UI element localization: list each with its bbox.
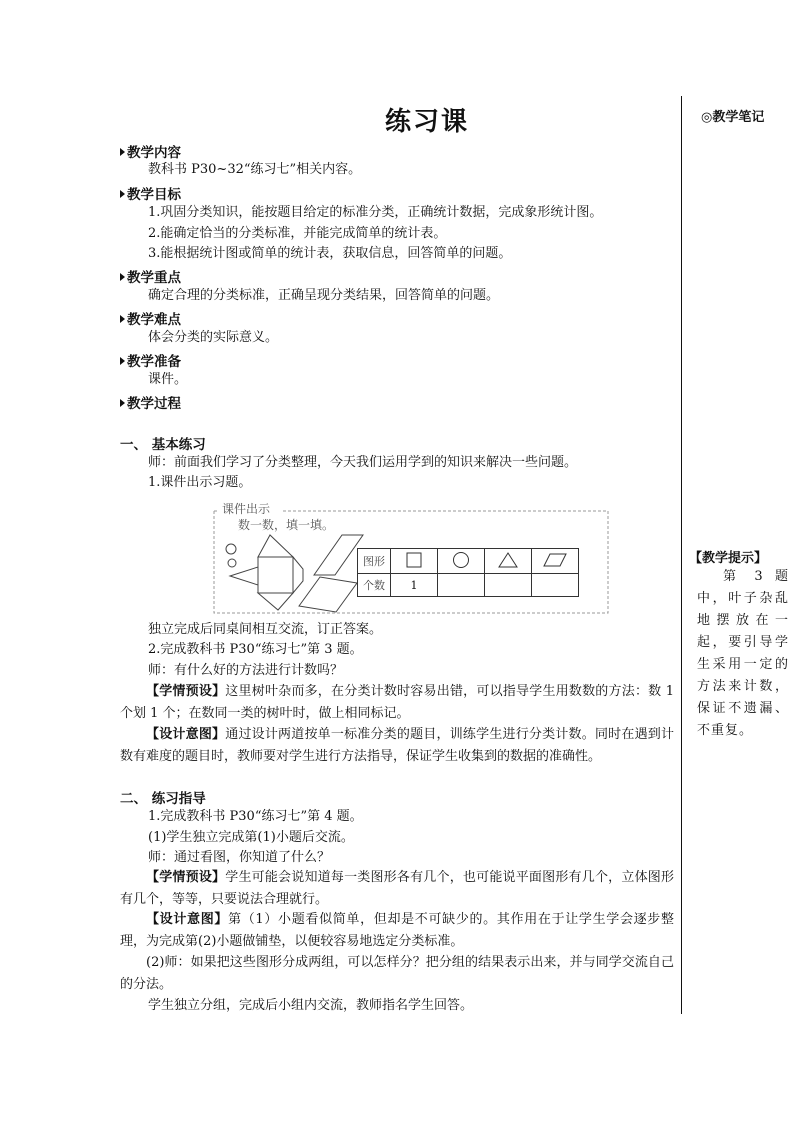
triangle-bottom xyxy=(258,593,293,610)
part1-learning-preview: 【学情预设】这里树叶杂而多，在分类计数时容易出错，可以指导学生用数数的方法：数 1 个划 1 个；在数同一类的树叶时，做上相同标记。 xyxy=(120,684,674,721)
goal-2: 2.能确定恰当的分类标准，并能完成简单的统计表。 xyxy=(148,226,447,241)
part1-line5: 师：有什么好的方法进行计数吗？ xyxy=(148,663,344,678)
triangle-bullet-icon xyxy=(120,190,125,198)
part2-learning-preview: 【学情预设】学生可能会说知道每一类图形各有几个，也可能说平面图形有几个，立体图形有几个，等等，只要说法合理就行。 xyxy=(120,870,674,907)
process-heading: 教学过程 xyxy=(120,392,181,412)
key-text: 确定合理的分类标准，正确呈现分类结果，回答简单的问题。 xyxy=(148,288,500,303)
courseware-tag: 课件出示 xyxy=(222,502,271,516)
column-divider xyxy=(681,96,682,1014)
courseware-figure xyxy=(210,497,612,617)
composite-shapes xyxy=(226,535,363,612)
row-label-shape: 图形 xyxy=(358,549,391,574)
part2-line5: 学生独立分组，完成后小组内交流，教师指名学生回答。 xyxy=(148,998,474,1013)
part1-line1: 师：前面我们学习了分类整理，今天我们运用学到的知识来解决一些问题。 xyxy=(148,455,578,470)
row-label-count: 个数 xyxy=(358,574,391,597)
triangle-icon xyxy=(498,552,518,568)
content-heading: 教学内容 xyxy=(120,141,181,161)
teaching-tip-heading: 【教学提示】 xyxy=(689,551,768,566)
part2-heading: 二、 练习指导 xyxy=(120,791,206,807)
triangle-bullet-icon xyxy=(120,148,125,156)
circle-icon xyxy=(452,551,470,569)
count-parallelogram xyxy=(532,574,579,597)
triangle-bullet-icon xyxy=(120,315,125,323)
part2-line3: 师：通过看图，你知道了什么？ xyxy=(148,850,331,865)
part2-line4: (2)师：如果把这些图形分成两组，可以怎样分？把分组的结果表示出来，并与同学交流自己的分法。 xyxy=(120,955,674,992)
goal-3: 3.能根据统计图或简单的统计表，获取信息，回答简单的问题。 xyxy=(148,246,512,261)
count-circle xyxy=(438,574,485,597)
figure-instruction: 数一数，填一填。 xyxy=(238,518,335,532)
count-square: 1 xyxy=(391,574,438,597)
difficulty-text: 体会分类的实际意义。 xyxy=(148,330,279,345)
difficulty-heading: 教学难点 xyxy=(120,308,181,328)
trapezoid-right xyxy=(293,557,303,593)
circle-small-1 xyxy=(226,544,236,554)
triangle-bullet-icon xyxy=(120,399,125,407)
part1-line3: 独立完成后同桌间相互交流，订正答案。 xyxy=(148,622,383,637)
content-text: 教科书 P30~32“练习七”相关内容。 xyxy=(148,162,362,177)
count-triangle xyxy=(485,574,532,597)
square-icon xyxy=(405,552,423,568)
preparation-heading: 教学准备 xyxy=(120,350,181,370)
preparation-text: 课件。 xyxy=(148,372,188,387)
parallelogram-1 xyxy=(314,535,363,575)
triangle-bullet-icon xyxy=(120,357,125,365)
triangle-bullet-icon xyxy=(120,273,125,281)
goal-1: 1.巩固分类知识，能按题目给定的标准分类，正确统计数据，完成象形统计图。 xyxy=(148,205,603,220)
goals-heading: 教学目标 xyxy=(120,183,181,203)
part2-line2: (1)学生独立完成第(1)小题后交流。 xyxy=(148,830,354,845)
page-title: 练习课 xyxy=(385,107,470,137)
part2-design-intent: 【设计意图】第（1）小题看似简单，但却是不可缺少的。其作用在于让学生学会逐步整理，为完成第(2)小题做铺垫，以便较容易地选定分类标准。 xyxy=(120,912,674,949)
teaching-tip-text: 第 3 题中，叶子杂乱地摆放在一起，要引导学生采用一定的方法来计数，保证不遗漏、不重复。 xyxy=(697,569,789,738)
part1-heading: 一、 基本练习 xyxy=(120,437,206,453)
part1-line4: 2.完成教科书 P30“练习七”第 3 题。 xyxy=(148,642,363,657)
parallelogram-2 xyxy=(299,577,357,612)
square-body xyxy=(258,557,293,593)
triangle-left xyxy=(230,567,258,585)
triangle-top xyxy=(258,535,293,557)
count-table xyxy=(357,548,579,597)
parallelogram-icon xyxy=(543,553,567,567)
side-notes-title: ◎教学笔记 xyxy=(701,110,765,125)
part1-line2: 1.课件出示习题。 xyxy=(148,475,252,490)
part1-design-intent: 【设计意图】通过设计两道按单一标准分类的题目，训练学生进行分类计数。同时在遇到计数有难度的题目时，教师要对学生进行方法指导，保证学生收集到的数据的准确性。 xyxy=(120,727,674,764)
part2-line1: 1.完成教科书 P30“练习七”第 4 题。 xyxy=(148,809,363,824)
circle-small-2 xyxy=(228,559,236,567)
key-heading: 教学重点 xyxy=(120,266,181,286)
